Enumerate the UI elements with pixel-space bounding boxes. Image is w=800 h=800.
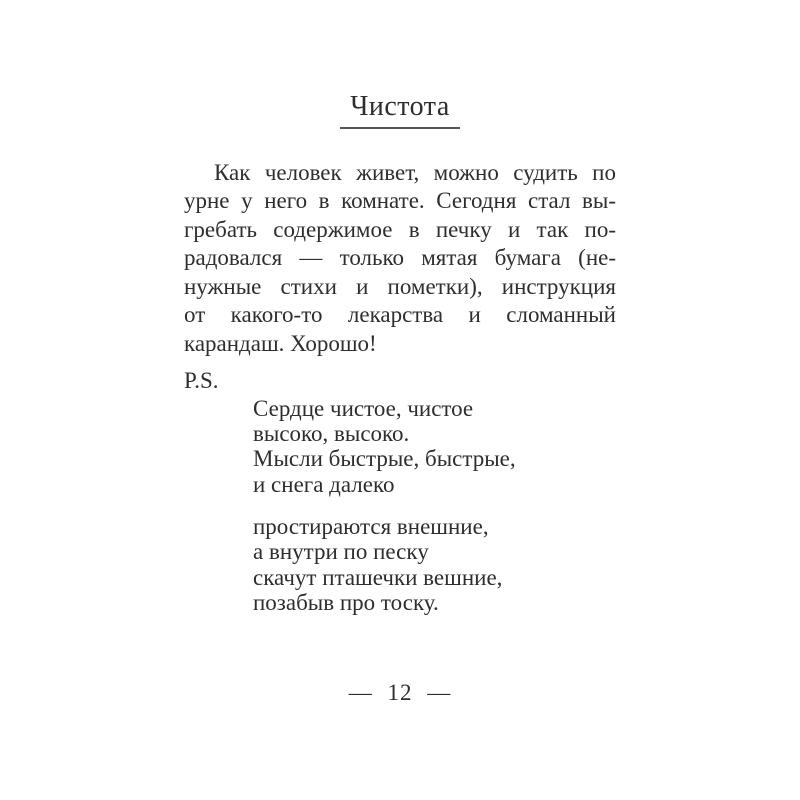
page-number: — 12 —	[348, 680, 452, 706]
paragraph-line: гребать содержимое в печку и так по-	[184, 216, 616, 242]
poem	[253, 396, 616, 615]
poem-line: Мысли быстрые, быстрые,	[253, 446, 516, 472]
poem-line: и снега далеко	[253, 471, 395, 497]
poem-line: а внутри по песку	[253, 539, 429, 565]
paragraph-line: карандаш. Хорошо!	[184, 330, 377, 356]
poem-line: скачут пташечки вешние,	[253, 564, 503, 590]
poem-line: Сердце чистое, чистое	[253, 395, 474, 421]
paragraph-line: урне у него в комнате. Сегодня стал вы-	[184, 188, 616, 214]
poem-line: простираются внешние,	[253, 513, 489, 539]
book-page	[184, 0, 616, 706]
postscript-label: P.S.	[184, 368, 219, 394]
poem-line: позабыв про тоску.	[253, 589, 439, 615]
title-section	[184, 92, 616, 129]
page-title: Чистота	[340, 92, 460, 129]
prose-paragraph	[184, 159, 616, 359]
paragraph-line: Как человек живет, можно судить по	[214, 159, 616, 185]
paragraph-line: радовался — только мятая бумага (не-	[184, 245, 616, 271]
poem-line: высоко, высоко.	[253, 421, 410, 447]
poem-stanza-1	[253, 396, 616, 497]
paragraph-line: от какого-то лекарства и сломанный	[184, 302, 616, 328]
paragraph-line: нужные стихи и пометки), инструкция	[184, 273, 616, 299]
poem-stanza-2	[253, 514, 616, 615]
